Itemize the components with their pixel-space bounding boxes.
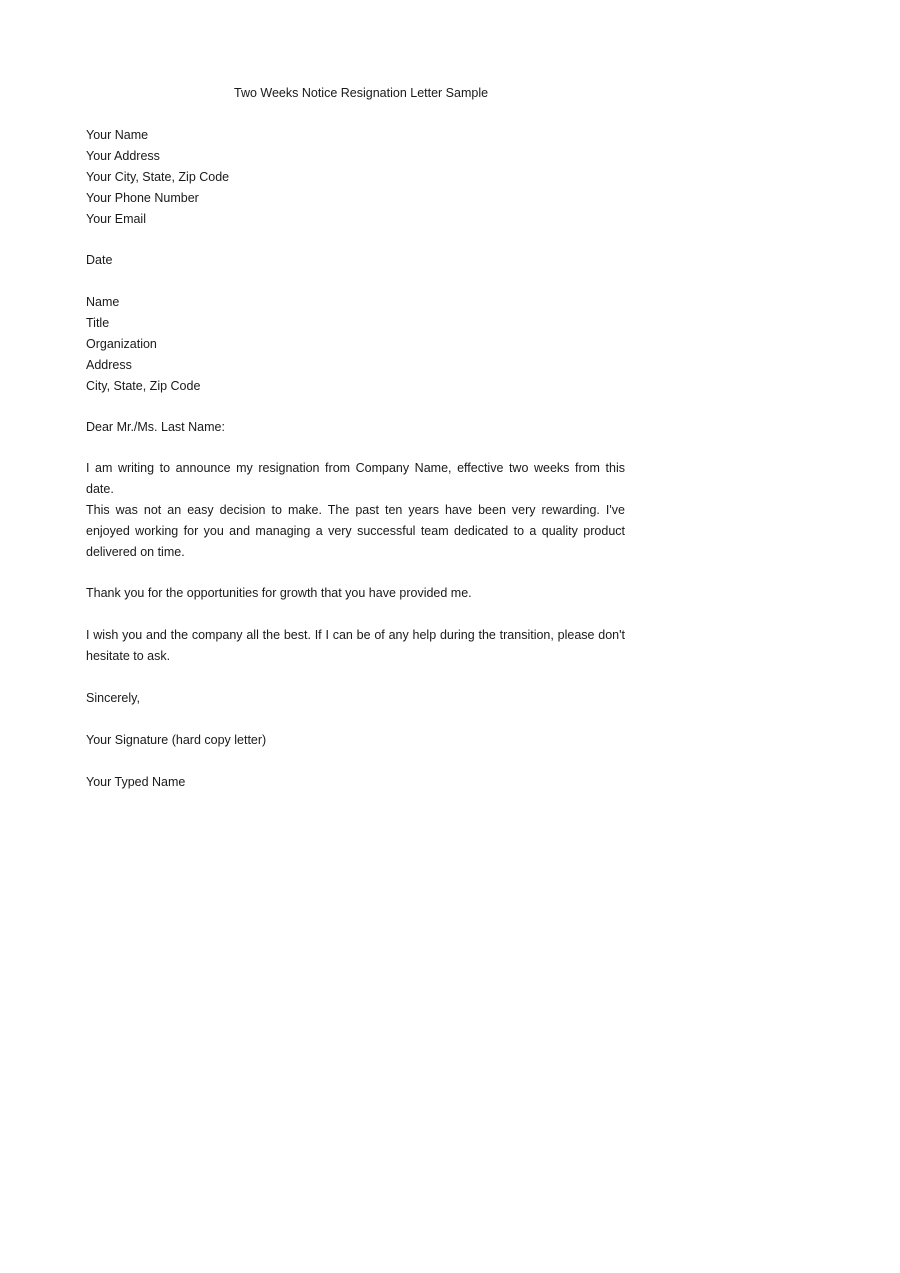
sender-city-state-zip: Your City, State, Zip Code	[86, 170, 230, 184]
sender-phone: Your Phone Number	[86, 191, 199, 205]
salutation: Dear Mr./Ms. Last Name:	[86, 420, 225, 434]
sender-name: Your Name	[86, 128, 149, 142]
sender-email: Your Email	[86, 212, 146, 226]
signature-line: Your Signature (hard copy letter)	[86, 733, 267, 747]
body-paragraph-4: I wish you and the company all the best. If I can be of any help during the transition, please don't hesitate to ask.	[86, 628, 625, 663]
sender-address: Your Address	[86, 149, 160, 163]
letter-date: Date	[86, 253, 113, 267]
recipient-name: Name	[86, 295, 120, 309]
recipient-organization: Organization	[86, 337, 157, 351]
body-paragraph-3: Thank you for the opportunities for growth that you have provided me.	[86, 586, 472, 600]
body-paragraph-2: This was not an easy decision to make. The past ten years have been very rewarding. I've enjoyed working for you and managing a very successful team dedicated to a quality product delivered on time.	[86, 503, 625, 559]
document-title: Two Weeks Notice Resignation Letter Sample	[234, 86, 489, 100]
recipient-city-state-zip: City, State, Zip Code	[86, 379, 201, 393]
recipient-title: Title	[86, 316, 110, 330]
body-paragraph-1: I am writing to announce my resignation from Company Name, effective two weeks from this date.	[86, 461, 625, 496]
recipient-address: Address	[86, 358, 132, 372]
typed-name: Your Typed Name	[86, 775, 186, 789]
closing: Sincerely,	[86, 691, 140, 705]
